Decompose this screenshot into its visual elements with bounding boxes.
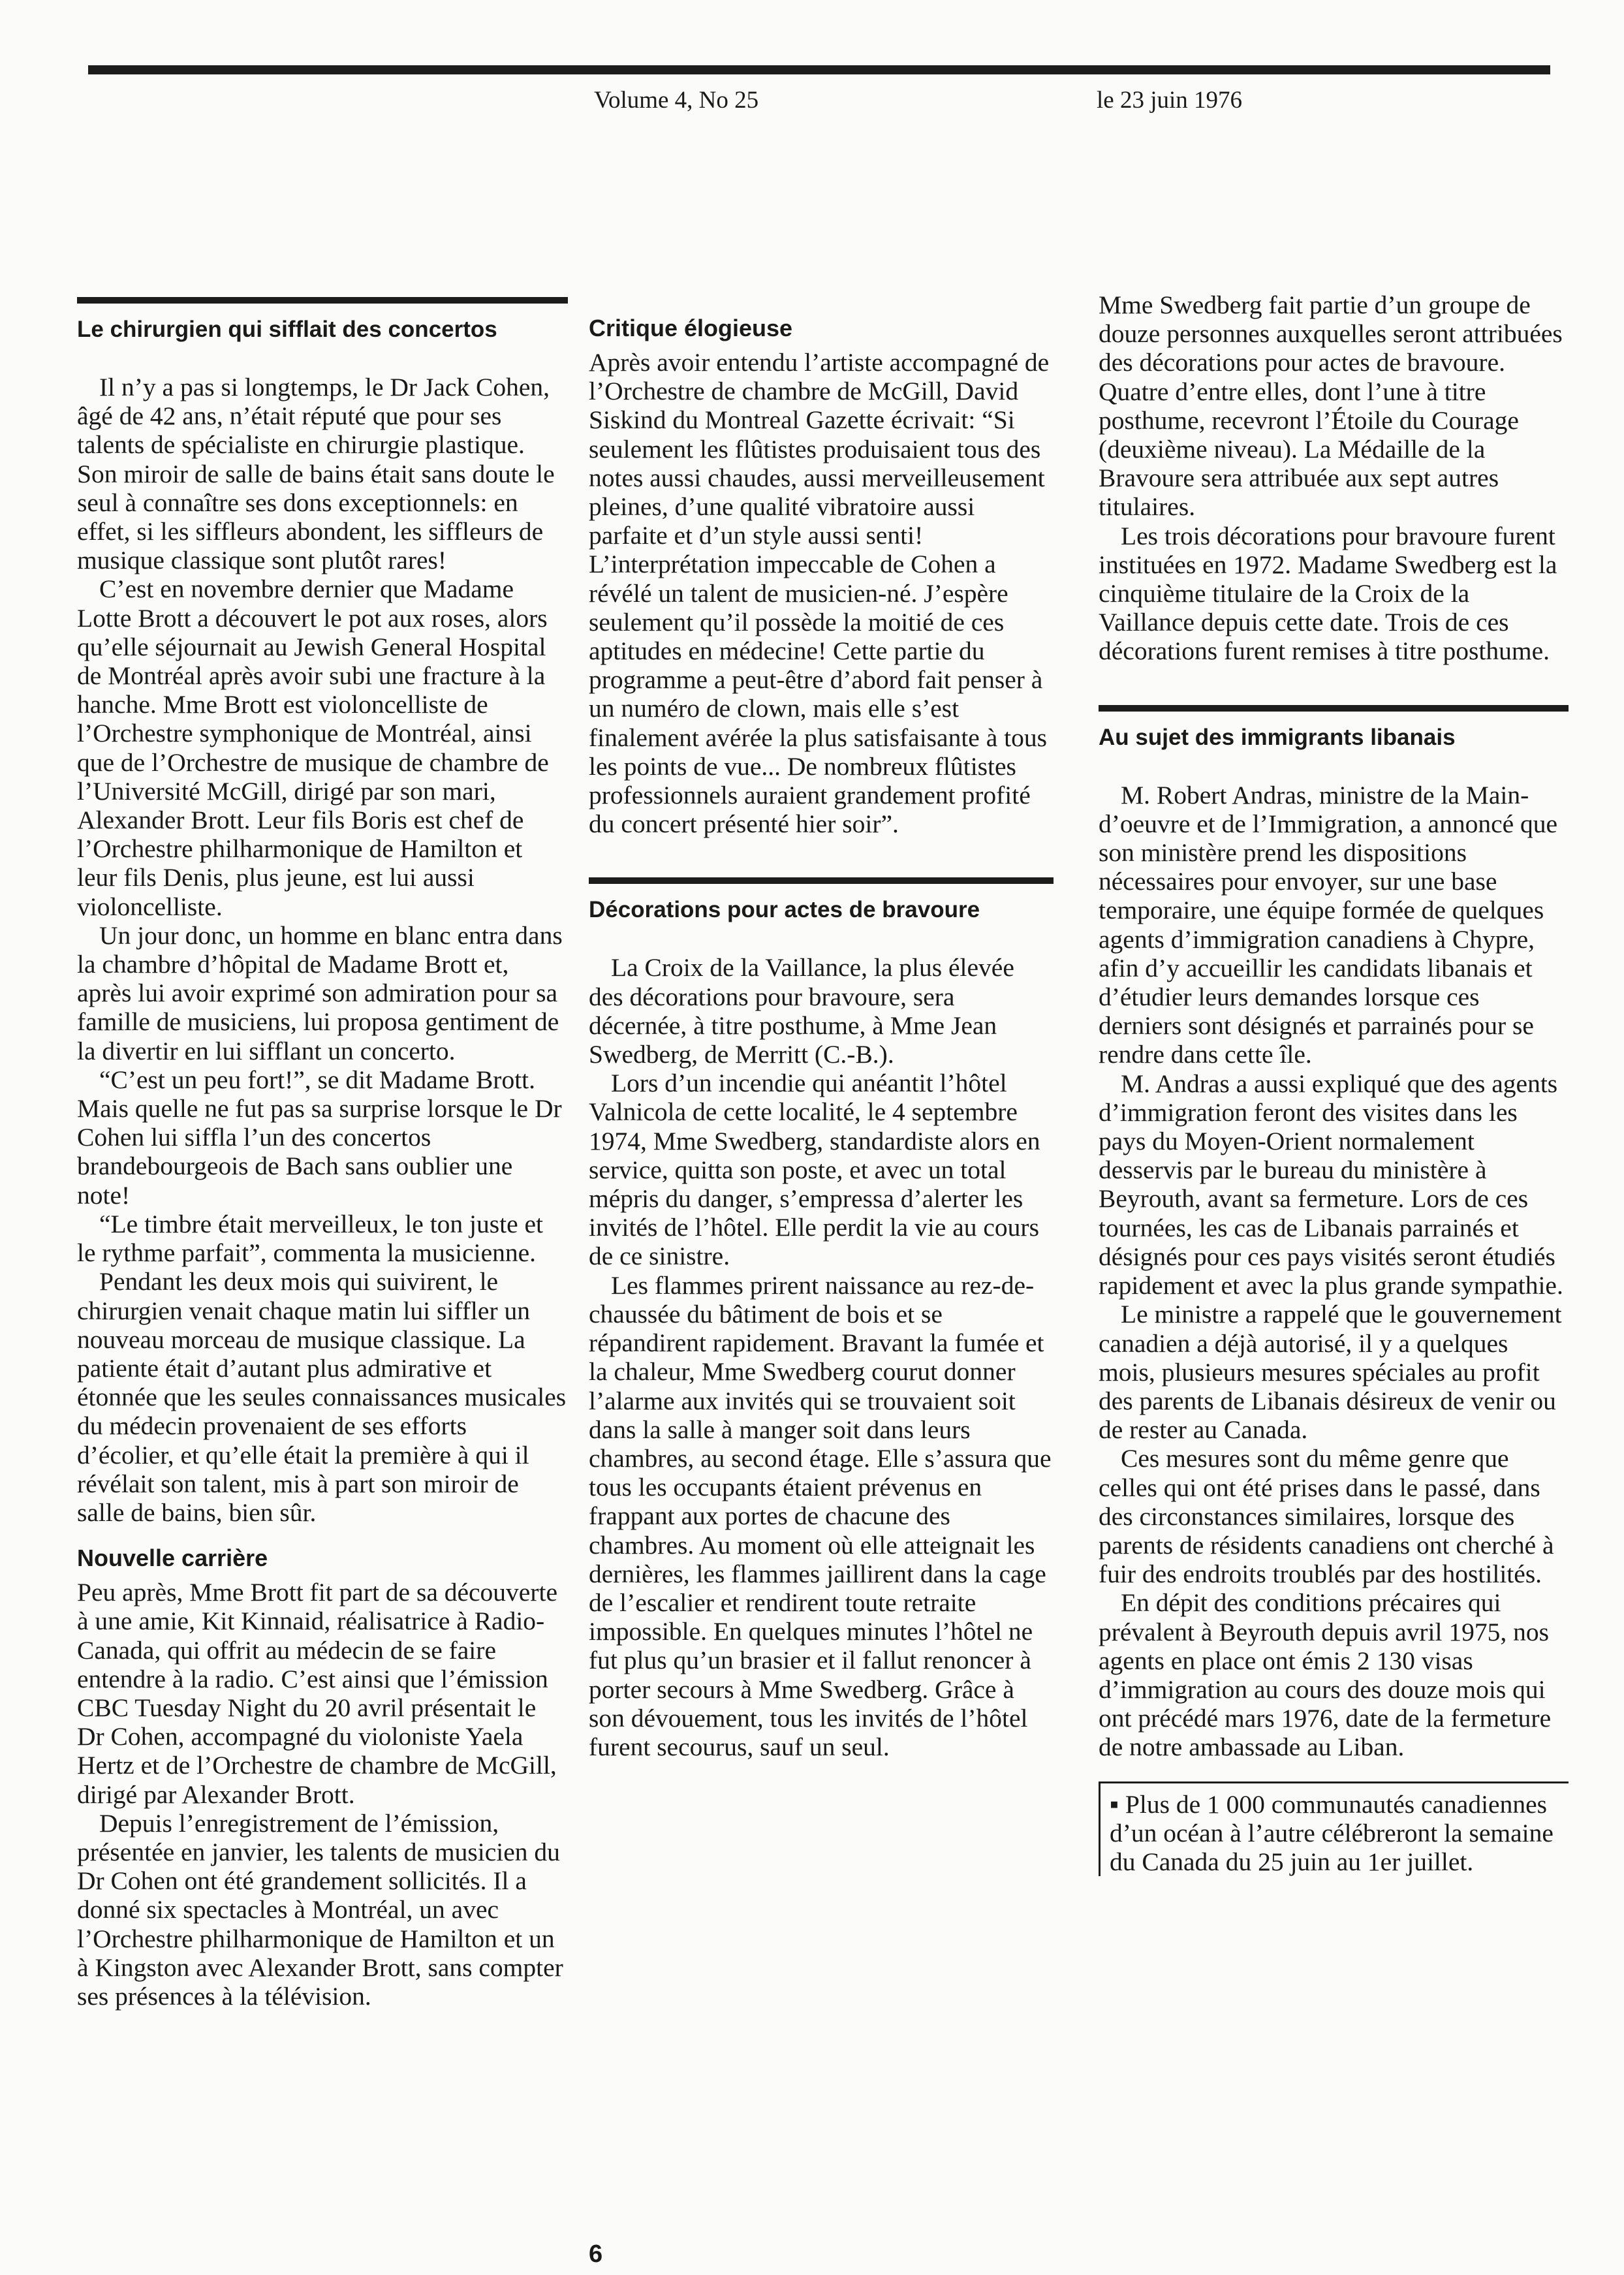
article-title: Décorations pour actes de bravoure [589, 897, 980, 923]
paragraph: Un jour donc, un homme en blanc entra dans la chambre d’hôpital de Madame Brott et, après lui avoir exprimé son admiration pour sa famille de musiciens, lui proposa gentiment de la divertir en lui sifflant un concerto. [77, 920, 563, 1065]
paragraph: Pendant les deux mois qui suivirent, le chirurgien venait chaque matin lui siffler un nouveau morceau de musique classique. La patiente était d’autant plus admirative et étonnée que les seules connaissances musicales du médecin provenaient de ses efforts d’écolier, et qu’elle était la première à qui il révélait son talent, mis à part son miroir de salle de bains, bien sûr. [77, 1267, 567, 1527]
paragraph: En dépit des conditions précaires qui prévalent à Beyrouth depuis avril 1975, nos agents en place ont émis 2 130 visas d’immigration au cours des douze mois qui ont précédé mars 1976, date de la fermeture de notre ambassade au Liban. [1099, 1588, 1552, 1762]
subheading: Critique élogieuse [589, 315, 793, 341]
paragraph: Lors d’un incendie qui anéantit l’hôtel Valnicola de cette localité, le 4 septembre 1974, Mme Swedberg, standardiste alors en service, quitta son poste, et avec un total mépris du danger, s’empressa d’alerter les invités de l’hôtel. Elle perdit la vie au cours de ce sinistre. [589, 1069, 1040, 1271]
paragraph: Les trois décorations pour bravoure furent instituées en 1972. Madame Swedberg est la cinquième titulaire de la Croix de la Vaillance depuis cette date. Trois de ces décorations furent remises à titre posthume. [1099, 521, 1557, 666]
volume-number: Volume 4, No 25 [594, 87, 759, 114]
article-title: Au sujet des immigrants libanais [1099, 724, 1456, 750]
column-3 [1099, 290, 1569, 1876]
page-number: 6 [589, 2240, 603, 2268]
paragraph: La Croix de la Vaillance, la plus élevée des décorations pour bravoure, sera décernée, à titre posthume, à Mme Jean Swedberg, de Merritt (C.-B.). [589, 953, 1014, 1069]
column-1 [77, 297, 568, 2011]
paragraph: M. Robert Andras, ministre de la Main-d’oeuvre et de l’Immigration, a annoncé que son ministère prend les dispositions nécessaires pour envoyer, sur une base temporaire, une équipe formée de quelques agents d’immigration canadiens à Chypre, afin d’y accueillir les candidats libanais et d’étudier leurs demandes lorsque ces derniers sont désignés et parrainés pour se rendre dans cette île. [1099, 780, 1558, 1069]
column-2 [589, 297, 1054, 1761]
paragraph: C’est en novembre dernier que Madame Lotte Brott a découvert le pot aux roses, alors qu’elle séjournait au Jewish General Hospital de Montréal après avoir subi une fracture à la hanche. Mme Brott est violoncelliste de l’Orchestre symphonique de Montréal, ainsi que de l’Orchestre de musique de chambre de l’Université McGill, dirigé par son mari, Alexander Brott. Leur fils Boris est chef de l’Orchestre philharmonique de Hamilton et leur fils Denis, plus jeune, est lui aussi violoncelliste. [77, 574, 549, 921]
paragraph: Ces mesures sont du même genre que celles qui ont été prises dans le passé, dans des circonstances similaires, lorsque des parents de résidents canadiens ont cherché à fuir des endroits troublés par des hostilités. [1099, 1444, 1554, 1589]
paragraph: Depuis l’enregistrement de l’émission, présentée en janvier, les talents de musicien du Dr Cohen ont été grandement sollicités. Il a donné six spectacles à Montréal, un avec l’Orchestre philharmonique de Hamilton et un à Kingston avec Alexander Brott, sans compter ses présences à la télévision. [77, 1808, 563, 2011]
section-rule [589, 877, 1054, 884]
note-text: ▪ Plus de 1 000 communautés canadiennes d’un océan à l’autre célébreront la semaine du Canada du 25 juin au 1er juillet. [1110, 1789, 1554, 1876]
issue-date: le 23 juin 1976 [1097, 87, 1243, 114]
paragraph: Le ministre a rappelé que le gouvernement canadien a déjà autorisé, il y a quelques mois, plusieurs mesures spéciales au profit des parents de Libanais désireux de venir ou de rester au Canada. [1099, 1300, 1562, 1445]
paragraph: “C’est un peu fort!”, se dit Madame Brott. Mais quelle ne fut pas sa surprise lorsque le Dr Cohen lui siffla l’un des concertos brandebourgeois de Bach sans oublier une note! [77, 1065, 562, 1210]
paragraph: M. Andras a aussi expliqué que des agents d’immigration feront des visites dans les pays du Moyen-Orient normalement desservis par le bureau du ministère à Beyrouth, avant sa fermeture. Lors de ces tournées, les cas de Libanais parrainés et désignés pour ces pays visités seront étudiés rapidement et avec la plus grande sympathie. [1099, 1069, 1563, 1300]
note-box [1099, 1781, 1569, 1877]
section-rule [77, 297, 568, 304]
subheading: Nouvelle carrière [77, 1545, 268, 1572]
paragraph: Il n’y a pas si longtemps, le Dr Jack Cohen, âgé de 42 ans, n’était réputé que pour ses talents de spécialiste en chirurgie plastique. Son miroir de salle de bains était sans doute le seul à connaître ses dons exceptionnels: en effet, si les siffleurs abondent, les siffleurs de musique classique sont plutôt rares! [77, 373, 555, 575]
article-title: Le chirurgien qui sifflait des concertos [77, 317, 497, 342]
paragraph: Peu après, Mme Brott fit part de sa découverte à une amie, Kit Kinnaid, réalisatrice à Radio-Canada, qui offrit au médecin de se faire entendre à la radio. C’est ainsi que l’émission CBC Tuesday Night du 20 avril présentait le Dr Cohen, accompagné du violoniste Yaela Hertz et de l’Orchestre de chambre de McGill, dirigé par Alexander Brott. [77, 1578, 557, 1809]
header-rule [88, 65, 1550, 74]
paragraph: Après avoir entendu l’artiste accompagné de l’Orchestre de chambre de McGill, David Siskind du Montreal Gazette écrivait: “Si seulement les flûtistes produisaient tous des notes aussi chaudes, aussi merveilleusement pleines, d’une qualité vibratoire aussi parfaite et d’un style aussi senti! L’interprétation impeccable de Cohen a révélé un talent de musicien-né. J’espère seulement qu’il possède la moitié de ces aptitudes en médecine! Cette partie du programme a peut-être d’abord fait penser à un numéro de clown, mais elle s’est finalement avérée la plus satisfaisante à tous les points de vue... De nombreux flûtistes professionnels auraient grandement profité du concert présenté hier soir”. [589, 348, 1050, 839]
paragraph: Les flammes prirent naissance au rez-de-chaussée du bâtiment de bois et se répandirent rapidement. Bravant la fumée et la chaleur, Mme Swedberg courut donner l’alarme aux invités qui se trouvaient soit dans la salle à manger soit dans leurs chambres, au second étage. Elle s’assura que tous les occupants étaient prévenus en frappant aux portes de chacune des chambres. Au moment où elle atteignait les dernières, les flammes jaillirent dans la cage de l’escalier et rendirent toute retraite impossible. En quelques minutes l’hôtel ne fut plus qu’un brasier et il fallut renoncer à porter secours à Mme Swedberg. Grâce à son dévouement, tous les invités de l’hôtel furent secourus, sauf un seul. [589, 1270, 1052, 1761]
section-rule [1099, 705, 1569, 712]
paragraph: “Le timbre était merveilleux, le ton juste et le rythme parfait”, commenta la musicienne. [77, 1209, 544, 1268]
paragraph: Mme Swedberg fait partie d’un groupe de douze personnes auxquelles seront attribuées des décorations pour actes de bravoure. Quatre d’entre elles, dont l’une à titre posthume, recevront l’Étoile du Courage (deuxième niveau). La Médaille de la Bravoure sera attribuée aux sept autres titulaires. [1099, 290, 1563, 522]
